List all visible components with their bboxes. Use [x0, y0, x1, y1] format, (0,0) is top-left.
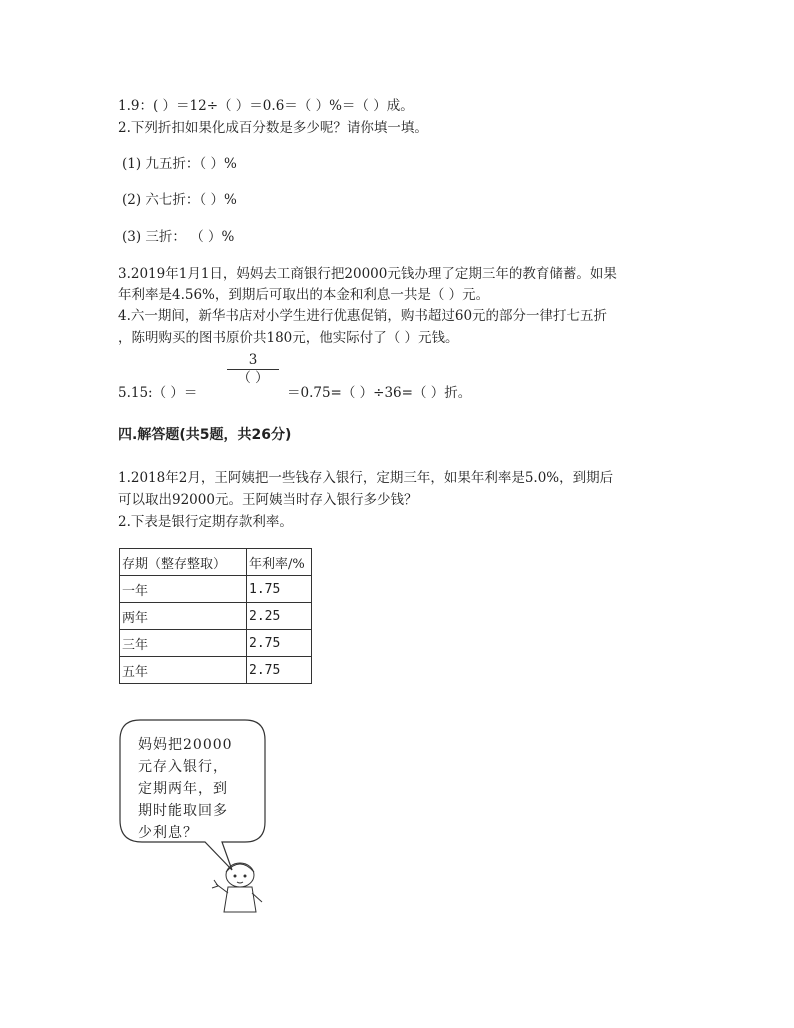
bubble-line: 期时能取回多 — [138, 803, 228, 819]
question-3-3-line-1: 3.2019年1月1日，妈妈去工商银行把20000元钱办理了定期三年的教育储蓄。如果 — [118, 266, 617, 282]
table-cell-period: 两年 — [120, 603, 247, 630]
question-3-2: 2.下列折扣如果化成百分数是多少呢？请你填一填。 — [118, 120, 428, 136]
question-3-5-left: 5.15:（ ）＝ — [118, 385, 198, 401]
question-3-1: 1.9：( ）＝12÷（ ）＝0.6＝（ ）%＝（ ）成。 — [118, 98, 414, 114]
table-header-period: 存期（整存整取） — [120, 549, 247, 576]
question-3-5-right: ＝0.75=（ ）÷36=（ ）折。 — [287, 385, 472, 401]
table-cell-rate: 2.25 — [247, 603, 312, 630]
problem-1-line-2: 可以取出92000元。王阿姨当时存入银行多少钱？ — [118, 492, 418, 508]
fraction-numerator: 3 — [248, 352, 258, 368]
fraction-denominator: （ ） — [237, 370, 269, 386]
table-cell-rate: 2.75 — [247, 630, 312, 657]
question-3-3-line-2: 年利率是4.56%，到期后可取出的本金和利息一共是（ ）元。 — [118, 287, 490, 303]
table-cell-rate: 1.75 — [247, 576, 312, 603]
table-cell-period: 五年 — [120, 657, 247, 684]
bubble-line: 少利息？ — [138, 825, 198, 841]
girl-icon — [212, 863, 262, 912]
bubble-line: 妈妈把20000 — [138, 737, 233, 753]
question-3-4-line-2: ，陈明购买的图书原价共180元，他实际付了（ ）元钱。 — [118, 330, 459, 346]
table-header-rate: 年利率/% — [247, 549, 312, 576]
speech-bubble-text — [138, 734, 238, 844]
bubble-line: 定期两年，到 — [138, 781, 228, 797]
section-title: 四.解答题(共5题，共26分) — [118, 427, 292, 443]
table-cell-period: 一年 — [120, 576, 247, 603]
question-3-2-item-2: (2) 六七折：（ ）% — [122, 192, 237, 208]
table-cell-period: 三年 — [120, 630, 247, 657]
question-3-4-line-1: 4.六一期间，新华书店对小学生进行优惠促销，购书超过60元的部分一律打七五折 — [118, 308, 608, 324]
question-3-2-item-1: (1) 九五折：（ ）% — [122, 156, 237, 172]
problem-1-line-1: 1.2018年2月，王阿姨把一些钱存入银行，定期三年，如果年利率是5.0%，到期后 — [118, 470, 614, 486]
question-3-2-item-3: (3) 三折： （ ）% — [122, 229, 235, 245]
table-cell-rate: 2.75 — [247, 657, 312, 684]
problem-2: 2.下表是银行定期存款利率。 — [118, 514, 293, 530]
bubble-line: 元存入银行， — [138, 759, 228, 775]
